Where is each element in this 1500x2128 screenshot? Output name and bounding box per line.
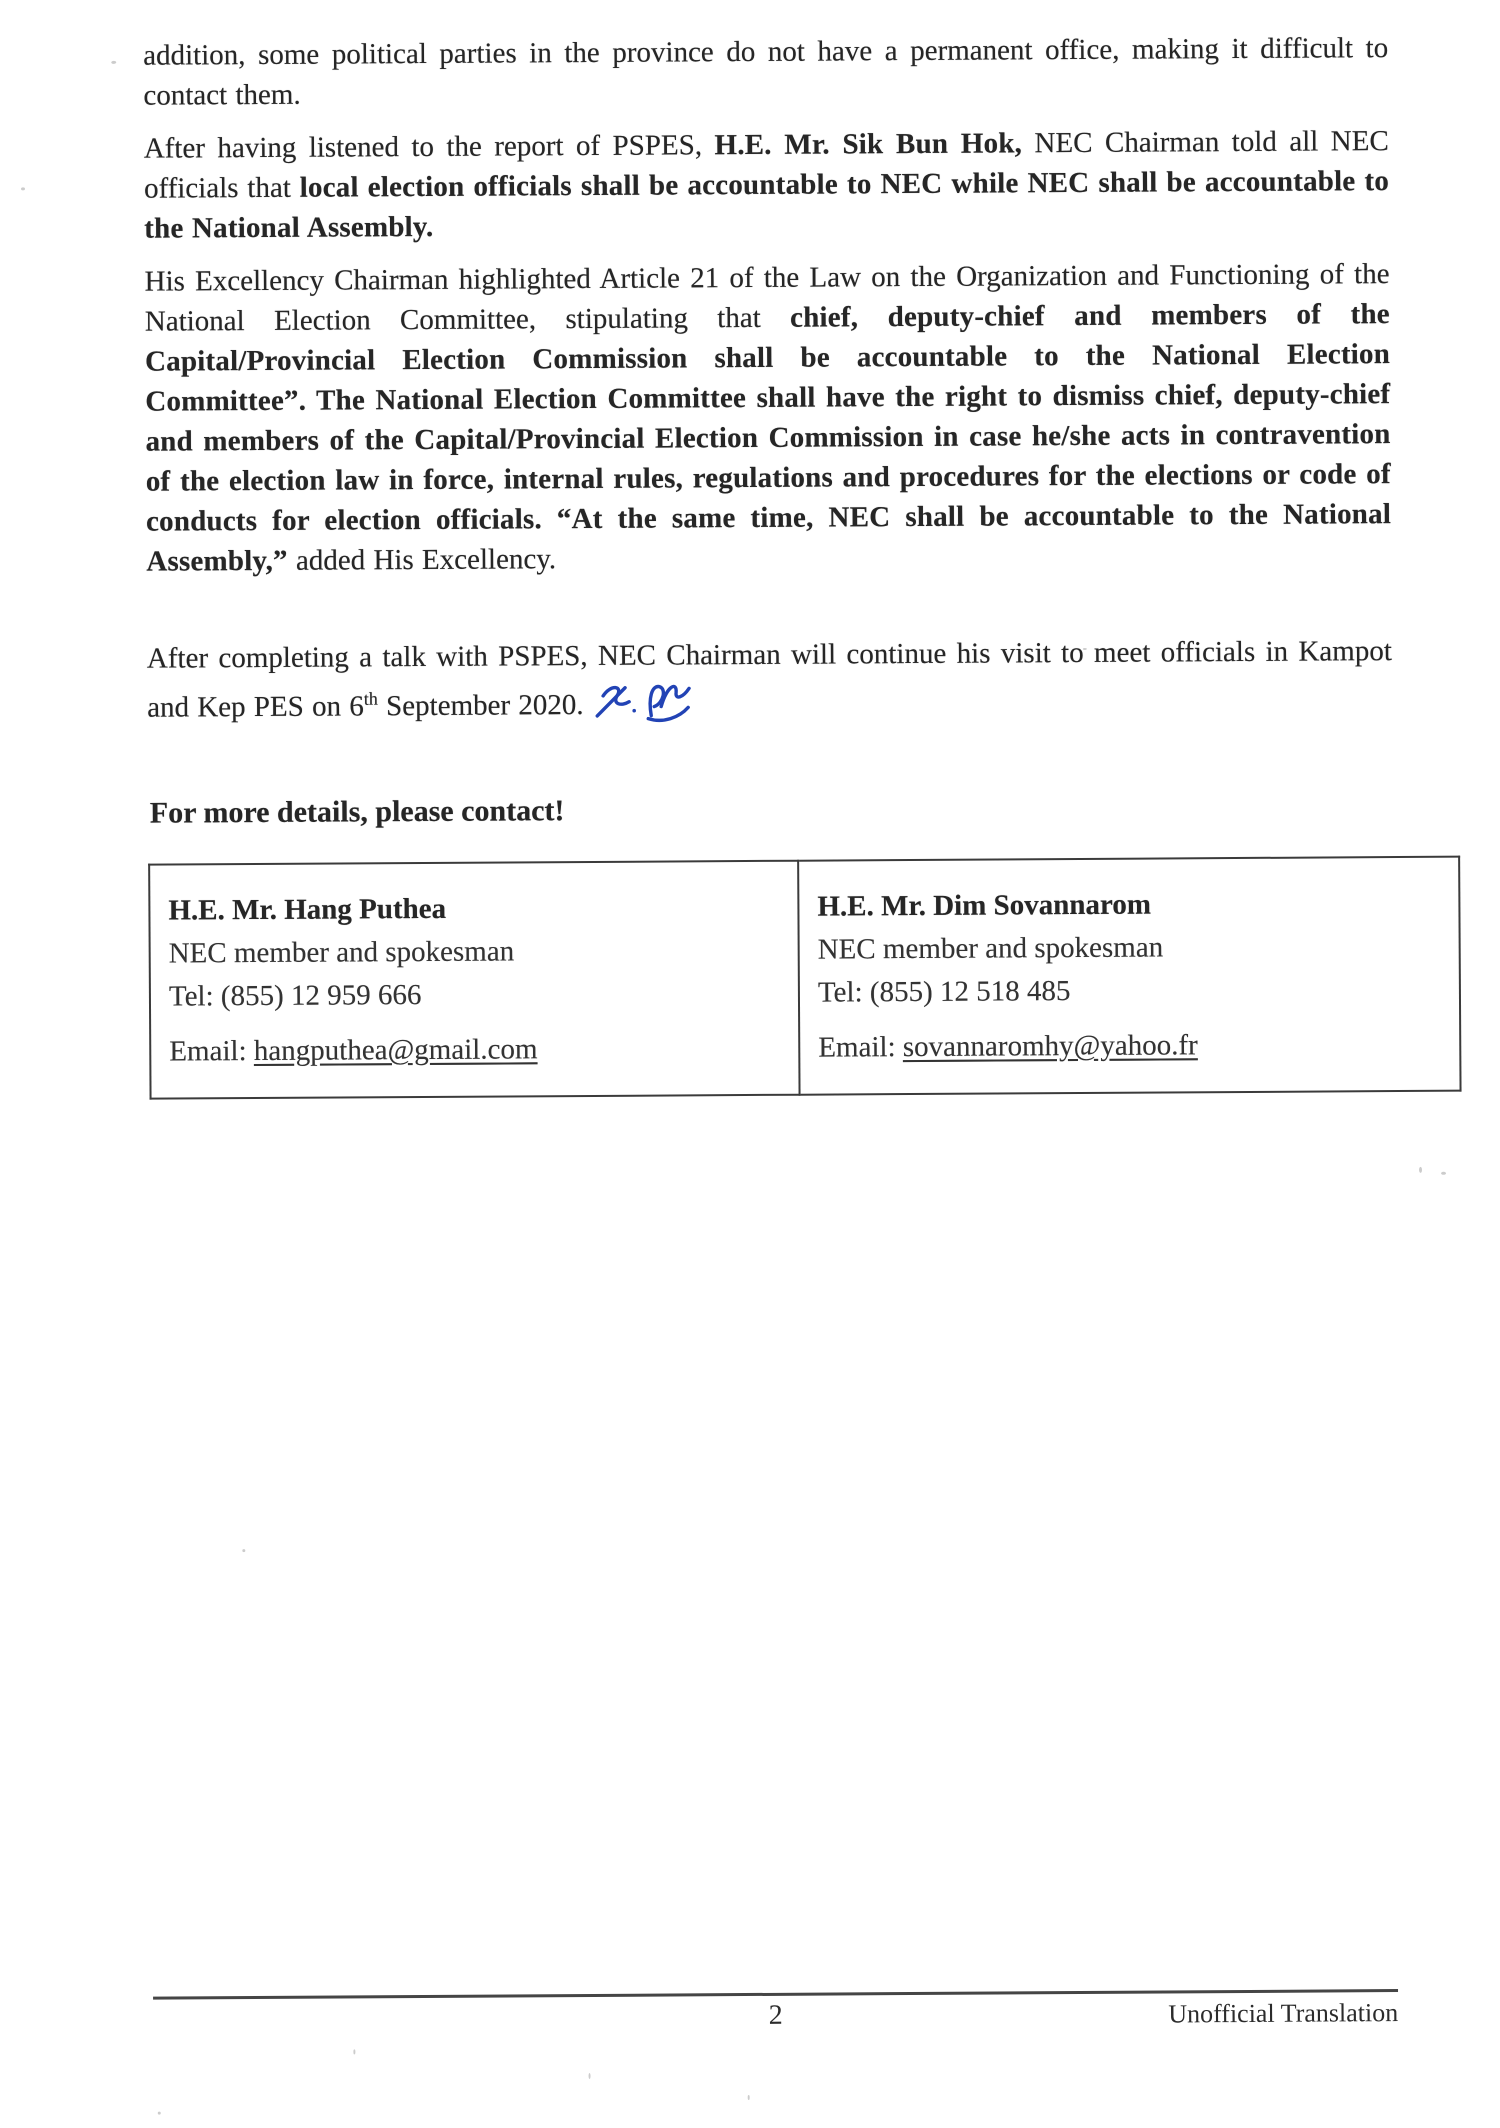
paragraph-political-parties: addition, some political parties in the province do not have a permanent office, making it difficult to contact them. [143, 32, 1389, 112]
page-footer [153, 1989, 1398, 2036]
paragraph-article-21: His Excellency Chairman highlighted Article 21 of the Law on the Organization and Functioning of the National Election Committee, stipulating that chief, deputy-chief and members of the Capital/Provincial Election Commission shall be accountable to the National Election Committee”. The National Election Committee shall have the right to dismiss chief, deputy-chief and members of the Capital/Provincial Election Commission in case he/she acts in contravention of the election law in force, internal rules, regulations and procedures for the elections or code of conducts for election officials. “At the same time, NEC shall be accountable to the National Assembly,” added His Excellency. [144, 258, 1392, 578]
contact-table [148, 856, 1461, 1100]
contact-row [149, 857, 1460, 1099]
page-number: 2 [768, 1999, 783, 2031]
email-address: hangputhea@gmail.com [253, 1033, 538, 1068]
footer-label: Unofficial Translation [1168, 1998, 1399, 2029]
contact-name: H.E. Mr. Dim Sovannarom [817, 888, 1152, 923]
contact-role: NEC member and spokesman [168, 935, 515, 970]
contact-email [818, 1023, 1443, 1070]
contact-tel: Tel: (855) 12 518 485 [817, 975, 1071, 1009]
email-label: Email: [169, 1035, 254, 1068]
paragraph-nec-chairman: After having listened to the report of PSPES, H.E. Mr. Sik Bun Hok, NEC Chairman told all NEC officials that local election officials shall be accountable to NEC while NEC shall be accountable to the National Assembly. [143, 125, 1390, 245]
signature-initials-icon [593, 675, 693, 737]
contact-card-hang-puthea [149, 861, 799, 1099]
contact-heading: For more details, please contact! [149, 794, 565, 830]
paragraph-next-visit [147, 631, 1393, 740]
contact-name: H.E. Mr. Hang Puthea [168, 892, 447, 927]
email-address: sovannaromhy@yahoo.fr [902, 1029, 1198, 1064]
contact-tel: Tel: (855) 12 959 666 [168, 979, 422, 1013]
contact-card-dim-sovannarom [798, 857, 1460, 1095]
contact-role: NEC member and spokesman [817, 931, 1164, 966]
scan-artifacts [0, 0, 1493, 5]
email-label: Email: [818, 1031, 903, 1064]
paragraph-next-visit-text: After completing a talk with PSPES, NEC Chairman will continue his visit to meet officials in Kampot and Kep PES on 6th September 2020. [146, 635, 1392, 724]
contact-email [169, 1027, 782, 1074]
document-body [143, 28, 1394, 1100]
